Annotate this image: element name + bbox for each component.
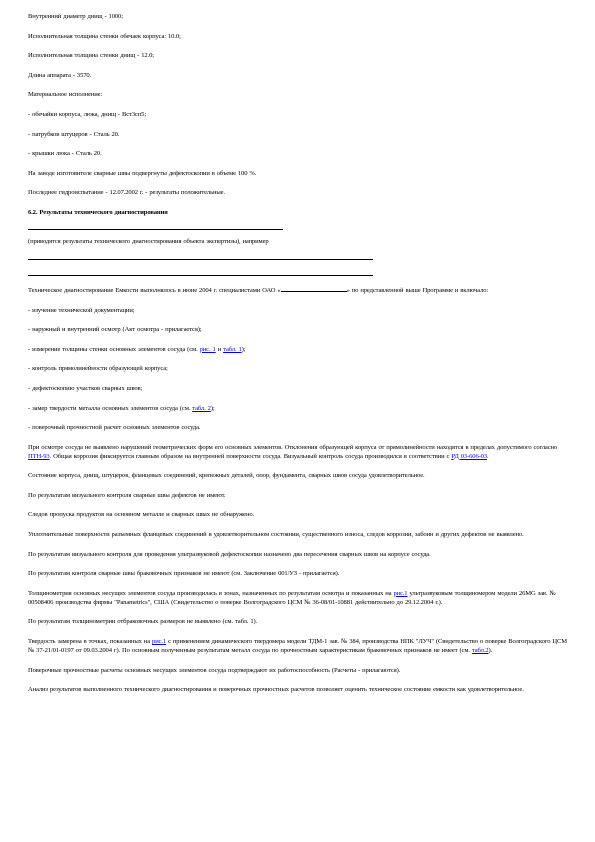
inspection-paragraph: При осмотре сосуда не выявлено нарушений геометрических форм его основных элементов. Отклонения образующей корпуса от прямолинейности находятся в пределах допустимого согласно ПТН-93. Общая коррозия фиксируется главным образом на внутренней поверхности сосуда. Визуальный контроль сосуда производился в соответствии с РД 03-606-03. bbox=[28, 443, 558, 460]
spec-material-shell: - обечайки корпуса, люка, днищ - Вст3сп5; bbox=[28, 110, 147, 118]
list-item: - наружный и внутренний осмотр (Акт осмотра - прилагается); bbox=[28, 326, 202, 334]
sealing-surfaces-paragraph: Уплотнительные поверхности разъемных фланцевых соединений в удовлетворительном состоянии, существенного износа, следов коррозии, забоин и других дефектов не выявлено. bbox=[28, 531, 524, 539]
spec-weld-inspection: На заводе изготовителе сварные швы подвергнуты дефектоскопии в объеме 100 %. bbox=[28, 169, 257, 177]
strength-calc-paragraph: Поверочные прочностные расчеты основных несущих элементов сосуда подтверждают их работоспособность (Расчеты - прилагаются). bbox=[28, 666, 401, 674]
spec-head-thickness: Исполнительная толщина стенки днищ - 12.0; bbox=[28, 52, 154, 60]
list-item: - измерение толщины стенки основных элементов сосуда (см. рис. 1 и табл. 1); bbox=[28, 345, 246, 353]
list-item: - дефектоскопию участков сварных швов; bbox=[28, 384, 143, 392]
thickness-result-paragraph: По результатам толщинометрии отбраковочных размеров не выявлено (см. табл. 1). bbox=[28, 618, 258, 626]
spec-material-heading: Материальное исполнение: bbox=[28, 91, 103, 99]
spec-material-nozzles: - патрубков штуцеров - Сталь 20. bbox=[28, 130, 120, 138]
figure-1-link[interactable]: рис. 1 bbox=[199, 345, 216, 353]
list-item: - контроль прямолинейности образующей корпуса; bbox=[28, 365, 168, 373]
blank-underline bbox=[281, 285, 347, 292]
table-2-link[interactable]: табл. 2 bbox=[192, 404, 211, 412]
figure-1-link[interactable]: рис.1 bbox=[152, 638, 167, 646]
ptn-93-link[interactable]: ПТН-93 bbox=[28, 452, 50, 460]
list-item: - изучение технической документации; bbox=[28, 306, 135, 314]
leak-paragraph: Следов пропуска продуктов на основном металле и сварных швах не обнаружено. bbox=[28, 511, 255, 519]
ultrasonic-assignment-paragraph: По результатам визуального контроля для проведения ультразвуковой дефектоскопии назначено два пересечения сварных швов на корпусе сосуда. bbox=[28, 550, 431, 558]
spec-hydrotest: Последнее гидроиспытание - 12.07.2002 г. - результаты положительные. bbox=[28, 189, 225, 197]
list-item: - поверочный прочностной расчет основных элементов сосуда. bbox=[28, 424, 201, 432]
thickness-paragraph: Толщинометрия основных несущих элементов сосуда производилась в зонах, назначенных по результатам осмотра и показанных на рис.1 ультразвуковым толщиномером модели 26MG зав. № 00508406 производства фирмы "Panametrics", США (Свидетельство о поверке Волгоградского ЦСМ № 36-08/01-10881 действительно до 29.12.2004 г.). bbox=[28, 589, 556, 606]
document-body bbox=[28, 12, 568, 694]
intro-paragraph: Техническое диагностирование Емкости выполнялось в июне 2004 г. специалистами ОАО « » по представленной выше Программе и включало: bbox=[28, 286, 489, 294]
figure-1-link[interactable]: рис.1 bbox=[393, 589, 408, 597]
spec-material-hatch: - крышки люка - Сталь 20. bbox=[28, 150, 102, 158]
conclusion-paragraph: Анализ результатов выполненного технического диагностирования и поверочных прочностных расчетов позволяет оценить техническое состояние емкости как удовлетворительное. bbox=[28, 686, 524, 694]
spec-inner-diameter: Внутренний диаметр днищ - 1000; bbox=[28, 13, 123, 20]
table-2-link[interactable]: табл.2 bbox=[471, 647, 489, 655]
visual-control-paragraph: По результатам визуального контроля сварные швы дефектов не имеют. bbox=[28, 491, 226, 499]
table-1-link[interactable]: табл. 1 bbox=[223, 345, 242, 353]
section-heading: 6.2. Результаты технического диагностирования bbox=[28, 208, 168, 216]
hardness-paragraph: Твердость замерена в точках, показанных на рис.1 с применением динамического твердомера модели ТДМ-1 зав. № 384, производства НПК "ЛУЧ" (Свидетельство о поверке Волгоградского ЦСМ № 37-21/01-0197 от 09.03.2004 г). По основным полученным результатам металл сосуда по прочностным характеристикам браковочных признаков не имеет (см. табл.2). bbox=[28, 638, 568, 655]
spec-length: Длина аппарата - 3570. bbox=[28, 71, 92, 79]
ultrasonic-result-paragraph: По результатам контроля сварные швы браковочных признаков не имеют (см. Заключение 001/УЗ - прилагается). bbox=[28, 570, 340, 578]
spec-shell-thickness: Исполнительная толщина стенки обечаек корпуса: 10.0; bbox=[28, 32, 181, 40]
list-item: - замер твердости металла основных элементов сосуда (см. табл. 2); bbox=[28, 404, 215, 412]
rd-03-606-03-link[interactable]: РД 03-606-03 bbox=[451, 452, 488, 460]
condition-paragraph: Состояние корпуса, днищ, штуцеров, фланцевых соединений, крепежных деталей, опор, фундамента, сварных швов сосуда удовлетворительное. bbox=[28, 472, 425, 480]
note-text: (приводятся результаты технического диагностирования объекта экспертизы), например bbox=[28, 237, 269, 245]
